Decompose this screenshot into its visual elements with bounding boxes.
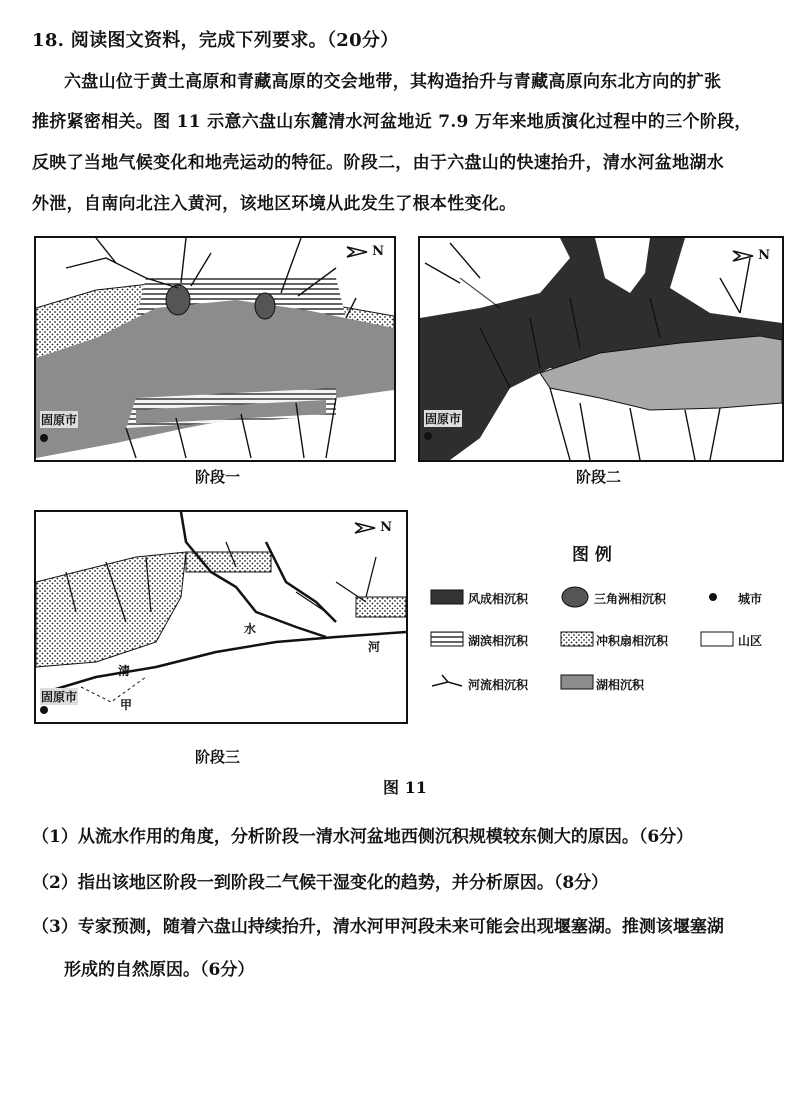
- north-arrow-stage3: [354, 520, 392, 535]
- sub-question-1: （1）从流水作用的角度，分析阶段一清水河盆地西侧沉积规模较东侧大的原因。（6分）: [32, 827, 694, 847]
- delta-swatch-icon: [560, 586, 590, 608]
- stage1-map: [34, 236, 396, 462]
- alluvial-fan-swatch-icon: [560, 631, 594, 647]
- stage2-map: [418, 236, 784, 462]
- lake-swatch-icon: [560, 674, 594, 690]
- stage3-map: [34, 510, 408, 724]
- lakeshore-swatch-icon: [430, 631, 464, 647]
- legend-lakeshore: 湖滨相沉积: [468, 634, 529, 648]
- city-label-stage1: 固原市: [41, 413, 78, 427]
- paragraph-line-2: 推挤紧密相关。图 11 示意六盘山东麓清水河盆地近 7.9 万年来地质演化过程中的三个阶段，: [32, 112, 752, 132]
- stage3-caption: 阶段三: [195, 748, 241, 766]
- paragraph-line-1: 六盘山位于黄土高原和青藏高原的交会地带，其构造抬升与青藏高原向东北方向的扩张: [64, 72, 722, 92]
- legend-alluvial-fan: 冲积扇相沉积: [596, 634, 669, 648]
- river-char-shui: 水: [244, 622, 257, 636]
- paragraph-line-4: 外泄，自南向北注入黄河，该地区环境从此发生了根本性变化。: [32, 194, 517, 214]
- mountain-swatch-icon: [700, 631, 734, 647]
- north-label: N: [758, 248, 770, 263]
- north-label: N: [372, 244, 384, 259]
- city-dot-icon: [708, 592, 718, 602]
- city-label-stage3: 固原市: [41, 690, 78, 704]
- sub-question-3: （3）专家预测，随着六盘山持续抬升，清水河甲河段未来可能会出现堰塞湖。推测该堰塞湖: [32, 917, 724, 937]
- legend-aeolian: 风成相沉积: [468, 592, 529, 606]
- north-arrow-stage2: [732, 248, 770, 263]
- river-char-qing: 清: [118, 664, 131, 678]
- legend-title: 图 例: [572, 545, 612, 565]
- stage1-caption: 阶段一: [195, 468, 241, 486]
- legend-delta: 三角洲相沉积: [594, 592, 667, 606]
- legend-lake: 湖相沉积: [596, 678, 645, 692]
- river-swatch-icon: [430, 672, 464, 692]
- river-char-he: 河: [368, 640, 381, 654]
- north-label: N: [380, 520, 392, 535]
- north-arrow-stage1: [346, 244, 384, 259]
- figure-caption: 图 11: [383, 778, 427, 797]
- stage2-caption: 阶段二: [576, 468, 622, 486]
- segment-jia-label: 甲: [120, 698, 133, 712]
- aeolian-swatch-icon: [430, 589, 464, 605]
- sub-question-3-cont: 形成的自然原因。（6分）: [64, 960, 255, 980]
- question-title: 18. 阅读图文资料，完成下列要求。（20分）: [32, 30, 399, 51]
- city-label-stage2: 固原市: [425, 412, 462, 426]
- sub-question-2: （2）指出该地区阶段一到阶段二气候干湿变化的趋势，并分析原因。（8分）: [32, 873, 609, 893]
- legend-river: 河流相沉积: [468, 678, 529, 692]
- legend-mountain: 山区: [738, 634, 763, 648]
- paragraph-line-3: 反映了当地气候变化和地壳运动的特征。阶段二，由于六盘山的快速抬升，清水河盆地湖水: [32, 153, 724, 173]
- legend-city: 城市: [738, 592, 763, 606]
